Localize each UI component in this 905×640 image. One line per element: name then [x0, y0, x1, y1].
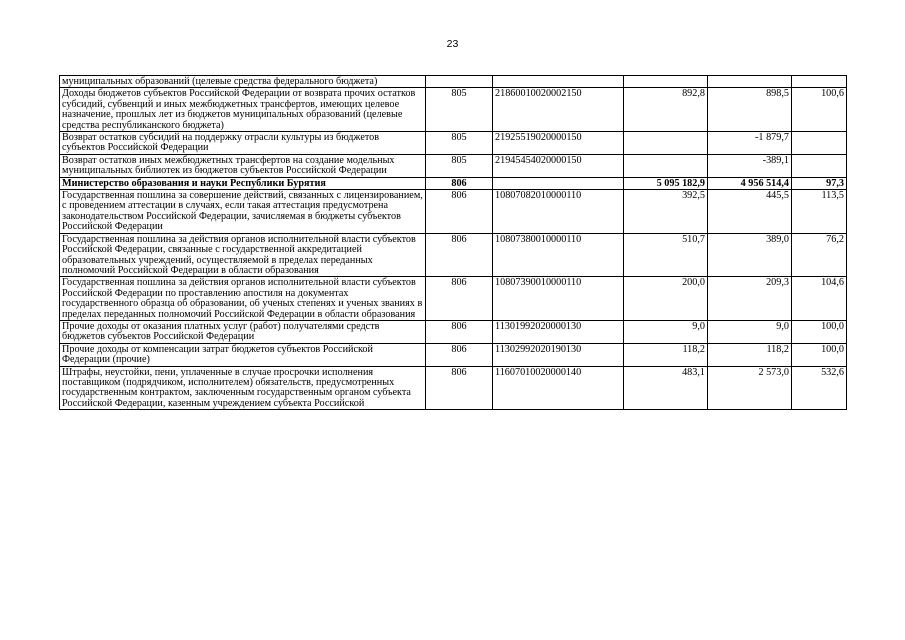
budget-code-cell: 11301992020000130 — [493, 320, 624, 343]
percent-cell: 532,6 — [792, 366, 847, 410]
plan-amount-cell: 118,2 — [624, 343, 708, 366]
revenue-name-cell: Возврат остатков иных межбюджетных трансфертов на создание модельных муниципальных библиотек из бюджетов субъектов Российской Федерации — [60, 154, 426, 177]
budget-table-body — [60, 76, 847, 410]
admin-code-cell: 806 — [426, 320, 493, 343]
plan-amount-cell — [624, 76, 708, 88]
revenue-name-cell: Государственная пошлина за действия органов исполнительной власти субъектов Российской Федерации по проставлению апостиля на документах государственного образца об образовании, об ученых степенях и ученых званиях в пределах переданных полномочий Российской Федерации в области образования — [60, 277, 426, 321]
plan-amount-cell: 510,7 — [624, 233, 708, 277]
table-row — [60, 277, 847, 321]
fact-amount-cell: 9,0 — [708, 320, 792, 343]
budget-code-cell — [493, 177, 624, 189]
page-number: 23 — [446, 38, 459, 50]
budget-code-cell: 21925519020000150 — [493, 132, 624, 155]
budget-code-cell — [493, 76, 624, 88]
fact-amount-cell: 4 956 514,4 — [708, 177, 792, 189]
fact-amount-cell: -1 879,7 — [708, 132, 792, 155]
admin-code-cell: 805 — [426, 132, 493, 155]
plan-amount-cell: 892,8 — [624, 88, 708, 132]
table-row — [60, 190, 847, 234]
fact-amount-cell: 118,2 — [708, 343, 792, 366]
plan-amount-cell: 9,0 — [624, 320, 708, 343]
percent-cell — [792, 154, 847, 177]
revenue-name-cell: Доходы бюджетов субъектов Российской Федерации от возврата прочих остатков субсидий, субвенций и иных межбюджетных трансфертов, имеющих целевое назначение, прошлых лет из бюджетов муниципальных образований (целевые средства республиканского бюджета) — [60, 88, 426, 132]
revenue-name-cell: Возврат остатков субсидий на поддержку отрасли культуры из бюджетов субъектов Российской Федерации — [60, 132, 426, 155]
percent-cell: 97,3 — [792, 177, 847, 189]
percent-cell — [792, 132, 847, 155]
budget-code-cell: 21860010020002150 — [493, 88, 624, 132]
percent-cell: 100,0 — [792, 343, 847, 366]
revenue-name-cell: муниципальных образований (целевые средства федерального бюджета) — [60, 76, 426, 88]
fact-amount-cell: 2 573,0 — [708, 366, 792, 410]
admin-code-cell: 806 — [426, 277, 493, 321]
percent-cell: 100,0 — [792, 320, 847, 343]
fact-amount-cell: 389,0 — [708, 233, 792, 277]
budget-code-cell: 10807082010000110 — [493, 190, 624, 234]
admin-code-cell: 806 — [426, 177, 493, 189]
table-row — [60, 76, 847, 88]
percent-cell — [792, 76, 847, 88]
budget-code-cell: 21945454020000150 — [493, 154, 624, 177]
plan-amount-cell: 5 095 182,9 — [624, 177, 708, 189]
budget-code-cell: 10807390010000110 — [493, 277, 624, 321]
admin-code-cell: 806 — [426, 366, 493, 410]
revenue-name-cell: Штрафы, неустойки, пени, уплаченные в случае просрочки исполнения поставщиком (подрядчиком, исполнителем) обязательств, предусмотренных государственным контрактом, заключенным государственным органом субъекта Российской Федерации, казенным учреждением субъекта Российской — [60, 366, 426, 410]
table-row — [60, 233, 847, 277]
admin-code-cell: 806 — [426, 343, 493, 366]
budget-table — [59, 75, 847, 410]
percent-cell: 76,2 — [792, 233, 847, 277]
table-row — [60, 177, 847, 189]
fact-amount-cell: 445,5 — [708, 190, 792, 234]
revenue-name-cell: Прочие доходы от компенсации затрат бюджетов субъектов Российской Федерации (прочие) — [60, 343, 426, 366]
table-row — [60, 88, 847, 132]
revenue-name-cell: Государственная пошлина за совершение действий, связанных с лицензированием, с проведением аттестации в случаях, если такая аттестация предусмотрена законодательством Российской Федерации, зачисляемая в бюджеты субъектов Российской Федерации — [60, 190, 426, 234]
plan-amount-cell — [624, 154, 708, 177]
table-row — [60, 320, 847, 343]
revenue-name-cell: Министерство образования и науки Республики Бурятия — [60, 177, 426, 189]
table-row — [60, 154, 847, 177]
fact-amount-cell: 209,3 — [708, 277, 792, 321]
fact-amount-cell: -389,1 — [708, 154, 792, 177]
plan-amount-cell — [624, 132, 708, 155]
fact-amount-cell — [708, 76, 792, 88]
fact-amount-cell: 898,5 — [708, 88, 792, 132]
plan-amount-cell: 200,0 — [624, 277, 708, 321]
plan-amount-cell: 483,1 — [624, 366, 708, 410]
table-row — [60, 132, 847, 155]
plan-amount-cell: 392,5 — [624, 190, 708, 234]
table-row — [60, 343, 847, 366]
admin-code-cell — [426, 76, 493, 88]
table-row — [60, 366, 847, 410]
budget-code-cell: 10807380010000110 — [493, 233, 624, 277]
revenue-name-cell: Прочие доходы от оказания платных услуг (работ) получателями средств бюджетов субъектов Российской Федерации — [60, 320, 426, 343]
revenue-name-cell: Государственная пошлина за действия органов исполнительной власти субъектов Российской Федерации, связанные с государственной аккредитацией образовательных учреждений, осуществляемой в пределах переданных полномочий Российской Федерации в области образования — [60, 233, 426, 277]
admin-code-cell: 805 — [426, 88, 493, 132]
percent-cell: 100,6 — [792, 88, 847, 132]
percent-cell: 113,5 — [792, 190, 847, 234]
admin-code-cell: 806 — [426, 190, 493, 234]
admin-code-cell: 806 — [426, 233, 493, 277]
admin-code-cell: 805 — [426, 154, 493, 177]
budget-code-cell: 11607010020000140 — [493, 366, 624, 410]
budget-code-cell: 11302992020190130 — [493, 343, 624, 366]
percent-cell: 104,6 — [792, 277, 847, 321]
